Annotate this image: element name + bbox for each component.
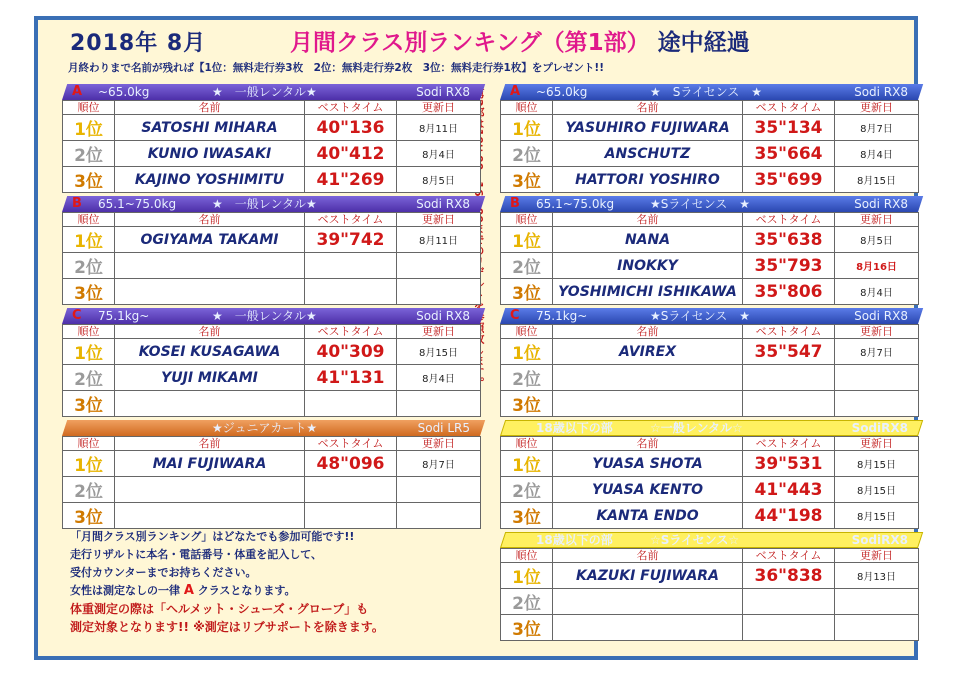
rank-position: 3位 (63, 279, 115, 305)
table-row (63, 391, 481, 417)
table-row (63, 253, 481, 279)
driver-name: HATTORI YOSHIRO (553, 167, 743, 193)
weight-range: 75.1kg~ (536, 309, 588, 323)
kart-model: SodiRX8 (851, 533, 908, 547)
driver-name (115, 279, 305, 305)
ranking-table (62, 436, 481, 529)
table-header (501, 101, 919, 115)
update-date (835, 615, 919, 641)
update-date (397, 477, 481, 503)
best-time (743, 615, 835, 641)
table-row (501, 503, 919, 529)
notes (70, 528, 384, 636)
kart-model: Sodi RX8 (854, 309, 908, 323)
class-banner (500, 420, 918, 436)
best-time (305, 279, 397, 305)
weight-range: 65.1~75.0kg (536, 197, 615, 211)
class-letter: A (510, 84, 521, 99)
update-date: 8月7日 (397, 451, 481, 477)
class-banner (500, 532, 918, 548)
ranking-table (500, 100, 919, 193)
class-letter: B (72, 196, 82, 211)
kart-model: Sodi RX8 (416, 85, 470, 99)
rank-position: 3位 (501, 615, 553, 641)
class-type: ★ Sライセンス ★ (650, 85, 763, 99)
col-updated: 更新日 (835, 549, 919, 563)
table-row (63, 227, 481, 253)
table-header (501, 437, 919, 451)
col-best: ベストタイム (305, 213, 397, 227)
driver-name: OGIYAMA TAKAMI (115, 227, 305, 253)
class-letter: B (510, 196, 520, 211)
table-row (501, 365, 919, 391)
best-time: 41"269 (305, 167, 397, 193)
best-time (305, 253, 397, 279)
col-updated: 更新日 (397, 325, 481, 339)
col-name: 名前 (553, 437, 743, 451)
update-date (397, 391, 481, 417)
ranking-table (500, 324, 919, 417)
rank-position: 2位 (501, 253, 553, 279)
driver-name (115, 503, 305, 529)
best-time (743, 391, 835, 417)
banner-text (500, 196, 918, 212)
table-row (63, 451, 481, 477)
col-updated: 更新日 (397, 101, 481, 115)
rank-position: 3位 (501, 167, 553, 193)
class-type: ★ 一般レンタル★ (212, 197, 317, 211)
best-time: 35"806 (743, 279, 835, 305)
class-type: ★Sライセンス ★ (650, 309, 751, 323)
update-date: 8月7日 (835, 339, 919, 365)
kart-model: Sodi RX8 (416, 309, 470, 323)
table-row (63, 339, 481, 365)
best-time: 39"531 (743, 451, 835, 477)
kart-model: SodiRX8 (851, 421, 908, 435)
table-header (501, 325, 919, 339)
rank-position: 1位 (63, 451, 115, 477)
rank-position: 2位 (63, 141, 115, 167)
rank-position: 1位 (501, 563, 553, 589)
update-date: 8月15日 (835, 477, 919, 503)
kart-model: Sodi LR5 (417, 421, 470, 435)
best-time: 35"134 (743, 115, 835, 141)
kart-model: Sodi RX8 (416, 197, 470, 211)
update-date: 8月4日 (835, 279, 919, 305)
col-best: ベストタイム (743, 325, 835, 339)
col-rank: 順位 (501, 549, 553, 563)
rank-position: 1位 (63, 339, 115, 365)
col-best: ベストタイム (743, 549, 835, 563)
banner-text (62, 196, 480, 212)
driver-name: KOSEI KUSAGAWA (115, 339, 305, 365)
driver-name (553, 615, 743, 641)
table-row (63, 115, 481, 141)
table-row (63, 477, 481, 503)
rank-position: 1位 (501, 339, 553, 365)
title-main: 月間クラス別ランキング（第1部） (290, 30, 650, 56)
best-time: 41"443 (743, 477, 835, 503)
best-time: 35"664 (743, 141, 835, 167)
driver-name: KUNIO IWASAKI (115, 141, 305, 167)
table-row (501, 279, 919, 305)
driver-name (115, 477, 305, 503)
best-time: 35"699 (743, 167, 835, 193)
col-rank: 順位 (63, 325, 115, 339)
rank-position: 1位 (501, 115, 553, 141)
kart-model: Sodi RX8 (854, 85, 908, 99)
page-title (290, 24, 750, 57)
ranking-table (500, 548, 919, 641)
driver-name: YOSHIMICHI ISHIKAWA (553, 279, 743, 305)
table-header (63, 325, 481, 339)
table-header (501, 213, 919, 227)
driver-name: KAZUKI FUJIWARA (553, 563, 743, 589)
update-date: 8月5日 (835, 227, 919, 253)
best-time (743, 589, 835, 615)
table-row (501, 589, 919, 615)
ranking-table (500, 212, 919, 305)
col-name: 名前 (553, 549, 743, 563)
best-time (305, 391, 397, 417)
rank-position: 3位 (63, 167, 115, 193)
update-date (397, 279, 481, 305)
driver-name: SATOSHI MIHARA (115, 115, 305, 141)
ranking-block (62, 196, 480, 305)
rank-position: 2位 (501, 477, 553, 503)
driver-name: NANA (553, 227, 743, 253)
table-row (501, 339, 919, 365)
weight-range: 18歳以下の部 (536, 421, 613, 435)
col-rank: 順位 (501, 325, 553, 339)
class-banner (62, 420, 480, 436)
driver-name (115, 391, 305, 417)
best-time (305, 477, 397, 503)
note-line-1: 「月間クラス別ランキング」はどなたでも参加可能です!! (70, 530, 355, 543)
note-line-3: 受付カウンターまでお持ちください。 (70, 566, 257, 579)
update-date: 8月15日 (835, 167, 919, 193)
note-line-4 (70, 582, 384, 600)
rank-position: 2位 (501, 141, 553, 167)
col-best: ベストタイム (743, 101, 835, 115)
table-header (501, 549, 919, 563)
banner-text (500, 84, 918, 100)
driver-name: ANSCHUTZ (553, 141, 743, 167)
note-line-6: 測定対象となります!! ※測定はリブサポートを除きます。 (70, 620, 384, 634)
update-date: 8月15日 (397, 339, 481, 365)
col-updated: 更新日 (397, 437, 481, 451)
banner-text (62, 84, 480, 100)
banner-text (500, 420, 918, 436)
rank-position: 2位 (501, 589, 553, 615)
table-row (501, 141, 919, 167)
note-line-5: 体重測定の際は「ヘルメット・シューズ・グローブ」も (70, 602, 369, 616)
class-letter: C (72, 308, 82, 323)
best-time: 35"638 (743, 227, 835, 253)
table-header (63, 437, 481, 451)
rank-position: 2位 (501, 365, 553, 391)
best-time: 40"412 (305, 141, 397, 167)
driver-name (553, 391, 743, 417)
note-line-2: 走行リザルトに本名・電話番号・体重を記入して、 (70, 548, 323, 561)
table-row (501, 451, 919, 477)
title-suffix: 途中経過 (657, 30, 750, 56)
rank-position: 3位 (63, 391, 115, 417)
table-row (63, 365, 481, 391)
col-rank: 順位 (501, 437, 553, 451)
class-type: ★Sライセンス ★ (650, 197, 751, 211)
best-time: 35"547 (743, 339, 835, 365)
banner-text (62, 420, 480, 436)
table-row (501, 477, 919, 503)
col-rank: 順位 (501, 213, 553, 227)
col-rank: 順位 (63, 213, 115, 227)
banner-text (62, 308, 480, 324)
year-month: 2018年 8月 (70, 31, 207, 56)
ranking-block (62, 84, 480, 193)
update-date (397, 503, 481, 529)
ranking-block (500, 308, 918, 417)
best-time (743, 365, 835, 391)
note-line-4a: 女性は測定なしの一律 (70, 584, 180, 597)
best-time (305, 503, 397, 529)
col-rank: 順位 (501, 101, 553, 115)
best-time: 40"136 (305, 115, 397, 141)
update-date: 8月11日 (397, 227, 481, 253)
col-updated: 更新日 (835, 325, 919, 339)
table-row (63, 141, 481, 167)
table-row (63, 167, 481, 193)
rank-position: 2位 (63, 365, 115, 391)
class-banner (62, 196, 480, 212)
ranking-table (500, 436, 919, 529)
rank-position: 2位 (63, 253, 115, 279)
driver-name: YUJI MIKAMI (115, 365, 305, 391)
rank-position: 3位 (63, 503, 115, 529)
rank-position: 3位 (501, 391, 553, 417)
update-date: 8月7日 (835, 115, 919, 141)
update-date: 8月13日 (835, 563, 919, 589)
driver-name (553, 365, 743, 391)
class-type: ★ 一般レンタル★ (212, 309, 317, 323)
col-name: 名前 (115, 325, 305, 339)
ranking-block (500, 420, 918, 529)
banner-text (500, 308, 918, 324)
update-date (397, 253, 481, 279)
table-row (501, 563, 919, 589)
rank-position: 3位 (501, 503, 553, 529)
table-row (63, 279, 481, 305)
table-header (63, 213, 481, 227)
update-date (835, 365, 919, 391)
class-banner (62, 84, 480, 100)
col-updated: 更新日 (835, 101, 919, 115)
update-date: 8月5日 (397, 167, 481, 193)
class-banner (500, 84, 918, 100)
col-updated: 更新日 (397, 213, 481, 227)
class-letter: C (510, 308, 520, 323)
table-row (501, 391, 919, 417)
driver-name: INOKKY (553, 253, 743, 279)
ranking-block (500, 84, 918, 193)
rank-position: 1位 (501, 227, 553, 253)
best-time: 39"742 (305, 227, 397, 253)
class-letter: A (72, 84, 83, 99)
class-banner (500, 196, 918, 212)
driver-name: MAI FUJIWARA (115, 451, 305, 477)
update-date: 8月15日 (835, 451, 919, 477)
col-best: ベストタイム (743, 213, 835, 227)
col-name: 名前 (553, 325, 743, 339)
note-class-letter: A (183, 583, 194, 598)
update-date: 8月16日 (835, 253, 919, 279)
table-row (501, 227, 919, 253)
weight-range: ~65.0kg (536, 85, 588, 99)
update-date: 8月15日 (835, 503, 919, 529)
class-type: ☆Sライセンス☆ (650, 533, 740, 547)
best-time: 35"793 (743, 253, 835, 279)
col-best: ベストタイム (743, 437, 835, 451)
ranking-block (500, 196, 918, 305)
col-rank: 順位 (63, 437, 115, 451)
weight-range: 65.1~75.0kg (98, 197, 177, 211)
table-row (63, 503, 481, 529)
table-row (501, 615, 919, 641)
col-name: 名前 (553, 101, 743, 115)
note-line-4b: クラスとなります。 (197, 584, 296, 597)
class-type: ★ジュニアカート★ (212, 421, 318, 435)
table-header (63, 101, 481, 115)
col-updated: 更新日 (835, 213, 919, 227)
driver-name: KAJINO YOSHIMITU (115, 167, 305, 193)
prize-note: 月終わりまで名前が残れば【1位：無料走行券3枚 2位：無料走行券2枚 3位：無料走行券1枚】をプレゼント!! (68, 62, 604, 74)
best-time: 40"309 (305, 339, 397, 365)
banner-text (500, 532, 918, 548)
table-row (501, 253, 919, 279)
update-date (835, 391, 919, 417)
driver-name (553, 589, 743, 615)
rank-position: 3位 (501, 279, 553, 305)
weight-range: 75.1kg~ (98, 309, 150, 323)
driver-name: AVIREX (553, 339, 743, 365)
weight-range: 18歳以下の部 (536, 533, 613, 547)
rank-position: 2位 (63, 477, 115, 503)
weight-range: ~65.0kg (98, 85, 150, 99)
col-name: 名前 (115, 101, 305, 115)
update-date: 8月4日 (835, 141, 919, 167)
col-name: 名前 (115, 213, 305, 227)
best-time: 44"198 (743, 503, 835, 529)
rank-position: 1位 (63, 227, 115, 253)
update-date: 8月4日 (397, 365, 481, 391)
col-best: ベストタイム (305, 437, 397, 451)
driver-name: YUASA SHOTA (553, 451, 743, 477)
kart-model: Sodi RX8 (854, 197, 908, 211)
driver-name: KANTA ENDO (553, 503, 743, 529)
driver-name: YASUHIRO FUJIWARA (553, 115, 743, 141)
class-banner (62, 308, 480, 324)
ranking-table (62, 324, 481, 417)
table-row (501, 115, 919, 141)
best-time: 41"131 (305, 365, 397, 391)
driver-name: YUASA KENTO (553, 477, 743, 503)
best-time: 48"096 (305, 451, 397, 477)
ranking-block (500, 532, 918, 641)
rank-position: 1位 (63, 115, 115, 141)
col-name: 名前 (115, 437, 305, 451)
best-time: 36"838 (743, 563, 835, 589)
update-date: 8月11日 (397, 115, 481, 141)
col-best: ベストタイム (305, 325, 397, 339)
col-rank: 順位 (63, 101, 115, 115)
table-row (501, 167, 919, 193)
ranking-table (62, 212, 481, 305)
update-date (835, 589, 919, 615)
class-type: ★ 一般レンタル★ (212, 85, 317, 99)
class-type: ☆一般レンタル☆ (650, 421, 743, 435)
ranking-block (62, 420, 480, 529)
class-banner (500, 308, 918, 324)
ranking-table (62, 100, 481, 193)
col-name: 名前 (553, 213, 743, 227)
ranking-block (62, 308, 480, 417)
rank-position: 1位 (501, 451, 553, 477)
col-updated: 更新日 (835, 437, 919, 451)
col-best: ベストタイム (305, 101, 397, 115)
driver-name (115, 253, 305, 279)
update-date: 8月4日 (397, 141, 481, 167)
